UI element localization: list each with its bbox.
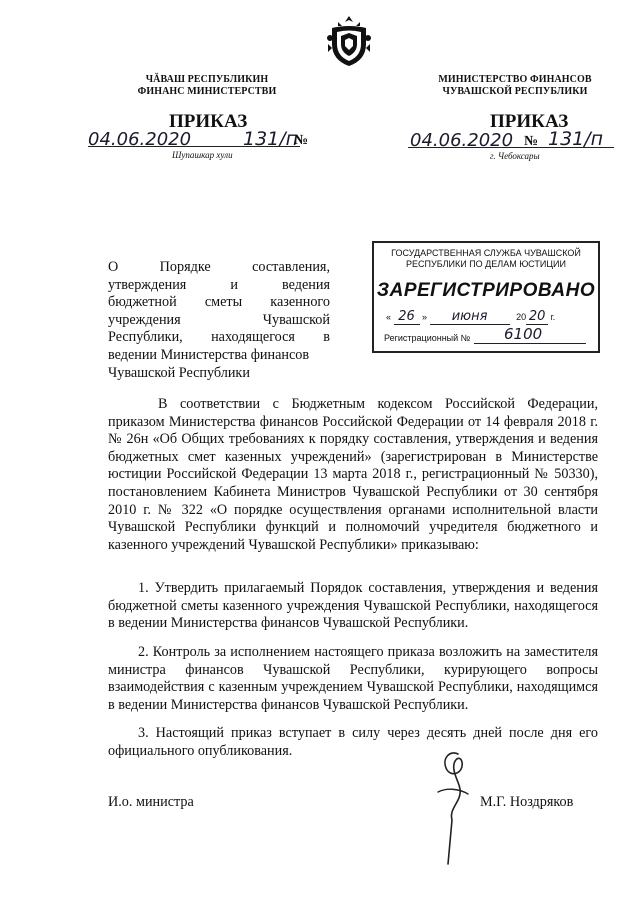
signatory-position: И.о. министра: [108, 794, 194, 810]
handwritten-date-left: 04.06.2020: [88, 129, 192, 150]
city-right: г. Чебоксары: [490, 151, 540, 161]
body-item-2: 2. Контроль за исполнением настоящего приказа возложить на заместителя министра финансов Чувашской Республики, курирующего вопросы взаимодействия с казенным учреждением Чувашской Республики, находящимся в ведении Министерства финансов Чувашской Республики.: [108, 644, 598, 713]
stamp-year: 20: [526, 309, 548, 325]
number-sign-right: №: [524, 134, 539, 149]
body-item-1: 1. Утвердить прилагаемый Порядок составления, утверждения и ведения бюджетной сметы казенного учреждения Чувашской Республики, находящегося в ведении Министерства финансов Чувашской Республики.: [108, 580, 598, 632]
stamp-reg-underline: [474, 343, 586, 344]
date-underline-right: [408, 147, 614, 148]
handwritten-number-right: 131/п: [548, 128, 604, 150]
city-left: Шупашкар хули: [172, 150, 233, 160]
header-right-line2: ЧУВАШСКОЙ РЕСПУБЛИКИ: [442, 86, 588, 97]
stamp-month: июня: [430, 309, 510, 325]
stamp-date-row: « 26 » июня 20 20 г.: [386, 309, 556, 324]
handwritten-signature: [428, 748, 478, 866]
stamp-reg-label: Регистрационный №: [384, 333, 471, 343]
header-right-line1: МИНИСТЕРСТВО ФИНАНСОВ: [438, 74, 592, 85]
body-item-3: 3. Настоящий приказ вступает в силу через десять дней после дня его официального опубликования.: [108, 725, 598, 759]
prikaz-right-title: ПРИКАЗ: [490, 111, 569, 132]
header-left-line1: ЧĂВАШ РЕСПУБЛИКИН: [145, 74, 269, 85]
prikaz-left-title: ПРИКАЗ: [169, 111, 248, 132]
stamp-reg-number: 6100: [504, 325, 543, 343]
registration-stamp: [372, 241, 600, 353]
stamp-line1: ГОСУДАРСТВЕННАЯ СЛУЖБА ЧУВАШСКОЙ: [391, 248, 581, 258]
stamp-registered: ЗАРЕГИСТРИРОВАНО: [376, 280, 596, 301]
stamp-line2: РЕСПУБЛИКИ ПО ДЕЛАМ ЮСТИЦИИ: [406, 259, 566, 269]
date-underline-left: [88, 146, 300, 147]
handwritten-date-right: 04.06.2020: [410, 130, 514, 151]
header-left-line2: ФИНАНС МИНИСТЕРСТВИ: [137, 86, 277, 97]
document-title: О Порядке составления, утверждения и ведения бюджетной сметы казенного учреждения Чувашской Республики, находящегося в ведении Министерства финансов Чувашской Республики: [108, 259, 330, 381]
coat-of-arms-emblem: [324, 14, 374, 68]
signatory-name: М.Г. Ноздряков: [480, 794, 574, 810]
number-sign-left: №: [294, 133, 309, 148]
stamp-day: 26: [394, 309, 420, 325]
body-preamble: В соответствии с Бюджетным кодексом Российской Федерации, приказом Министерства финансов Российской Федерации от 14 февраля 2018 г. № 26н «Об Общих требованиях к порядку составления, утверждения и ведения бюджетных смет казенных учреждений» (зарегистрирован в Министерстве юстиции Российской Федерации 13 марта 2018 г., регистрационный № 50330), постановлением Кабинета Министров Чувашской Республики от 30 сентября 2010 г. № 322 «О порядке осуществления органами исполнительной власти Чувашской Республики функций и полномочий учредителя бюджетного и казенного учреждений Чувашской Республики» приказываю:: [108, 396, 598, 553]
handwritten-number-left: 131/п: [243, 128, 299, 150]
